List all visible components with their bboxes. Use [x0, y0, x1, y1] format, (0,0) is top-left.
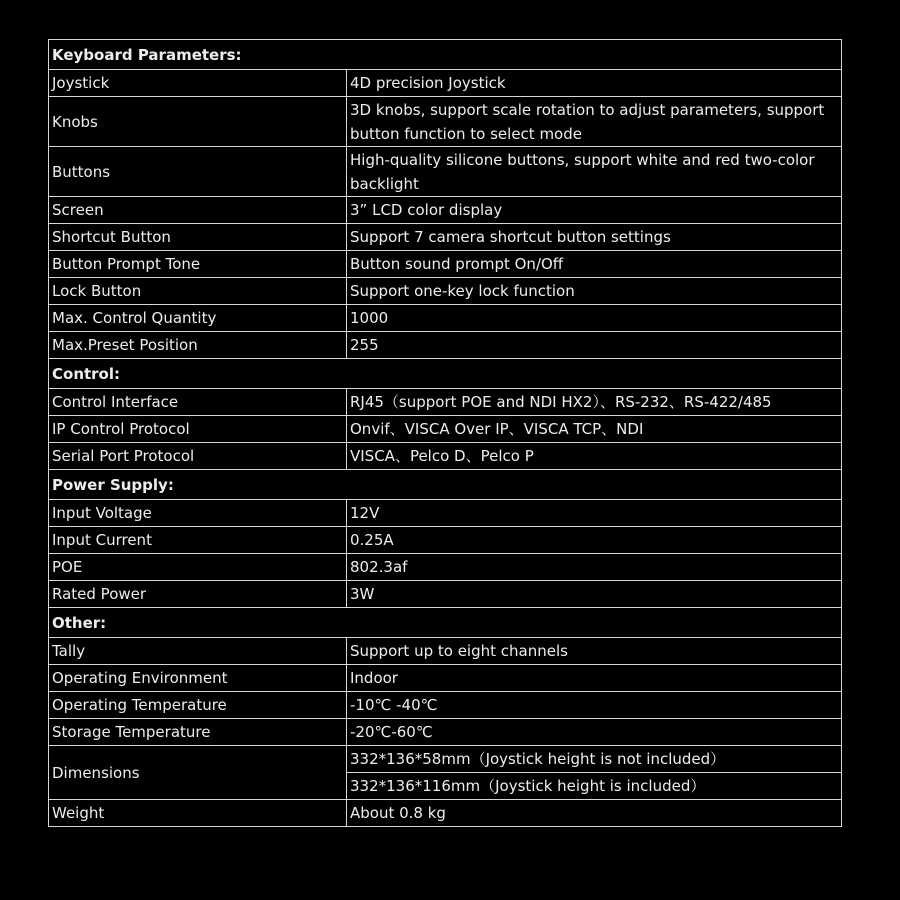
row-value: 12V: [347, 500, 842, 527]
row-label: Lock Button: [49, 278, 347, 305]
row-label: Knobs: [49, 97, 347, 147]
table-row: [49, 416, 842, 443]
row-value: 332*136*58mm（Joystick height is not included）: [347, 746, 842, 773]
row-label: Tally: [49, 638, 347, 665]
table-row: [49, 692, 842, 719]
row-label: Buttons: [49, 147, 347, 197]
row-label: Input Voltage: [49, 500, 347, 527]
row-value: 1000: [347, 305, 842, 332]
row-value: 3W: [347, 581, 842, 608]
table-row: [49, 70, 842, 97]
table-row: [49, 332, 842, 359]
row-label: Input Current: [49, 527, 347, 554]
row-value: Support one-key lock function: [347, 278, 842, 305]
section-header-other: [49, 608, 842, 638]
table-row: [49, 224, 842, 251]
table-row: [49, 554, 842, 581]
row-label: Weight: [49, 800, 347, 827]
row-label: Dimensions: [49, 746, 347, 800]
table-row: [49, 500, 842, 527]
row-label: Storage Temperature: [49, 719, 347, 746]
section-title: Power Supply:: [49, 470, 842, 500]
row-value: Onvif、VISCA Over IP、VISCA TCP、NDI: [347, 416, 842, 443]
row-value: -10℃ -40℃: [347, 692, 842, 719]
row-label: Shortcut Button: [49, 224, 347, 251]
table-row: [49, 527, 842, 554]
table-row: [49, 581, 842, 608]
row-label: Operating Environment: [49, 665, 347, 692]
row-value: 3D knobs, support scale rotation to adjust parameters, support button function to select mode: [347, 97, 842, 147]
row-value: Support up to eight channels: [347, 638, 842, 665]
section-header-power-supply: [49, 470, 842, 500]
table-row: [49, 278, 842, 305]
table-row: [49, 305, 842, 332]
row-value: About 0.8 kg: [347, 800, 842, 827]
row-value: Support 7 camera shortcut button settings: [347, 224, 842, 251]
table-row: [49, 443, 842, 470]
row-label: Control Interface: [49, 389, 347, 416]
row-label: Screen: [49, 197, 347, 224]
row-value: 255: [347, 332, 842, 359]
section-title: Control:: [49, 359, 842, 389]
row-value: VISCA、Pelco D、Pelco P: [347, 443, 842, 470]
table-row: [49, 147, 842, 197]
row-value: Indoor: [347, 665, 842, 692]
row-label: Rated Power: [49, 581, 347, 608]
table-row: [49, 665, 842, 692]
section-title: Other:: [49, 608, 842, 638]
row-value: Button sound prompt On/Off: [347, 251, 842, 278]
table-row-weight: [49, 800, 842, 827]
table-row: [49, 251, 842, 278]
spec-table: [48, 39, 842, 827]
row-label: Operating Temperature: [49, 692, 347, 719]
row-value: 802.3af: [347, 554, 842, 581]
row-label: POE: [49, 554, 347, 581]
table-row: [49, 97, 842, 147]
section-title: Keyboard Parameters:: [49, 40, 842, 70]
row-label: IP Control Protocol: [49, 416, 347, 443]
table-row: [49, 197, 842, 224]
row-label: Button Prompt Tone: [49, 251, 347, 278]
table-row-dimensions: [49, 746, 842, 773]
row-value: 3” LCD color display: [347, 197, 842, 224]
section-header-keyboard: [49, 40, 842, 70]
row-label: Max.Preset Position: [49, 332, 347, 359]
row-label: Serial Port Protocol: [49, 443, 347, 470]
row-value: -20℃-60℃: [347, 719, 842, 746]
row-label: Max. Control Quantity: [49, 305, 347, 332]
table-row: [49, 638, 842, 665]
section-header-control: [49, 359, 842, 389]
table-row: [49, 389, 842, 416]
row-value: 0.25A: [347, 527, 842, 554]
row-value: RJ45（support POE and NDI HX2）、RS-232、RS-422/485: [347, 389, 842, 416]
row-value: High-quality silicone buttons, support white and red two-color backlight: [347, 147, 842, 197]
table-row: [49, 719, 842, 746]
row-label: Joystick: [49, 70, 347, 97]
row-value: 4D precision Joystick: [347, 70, 842, 97]
row-value: 332*136*116mm（Joystick height is included）: [347, 773, 842, 800]
